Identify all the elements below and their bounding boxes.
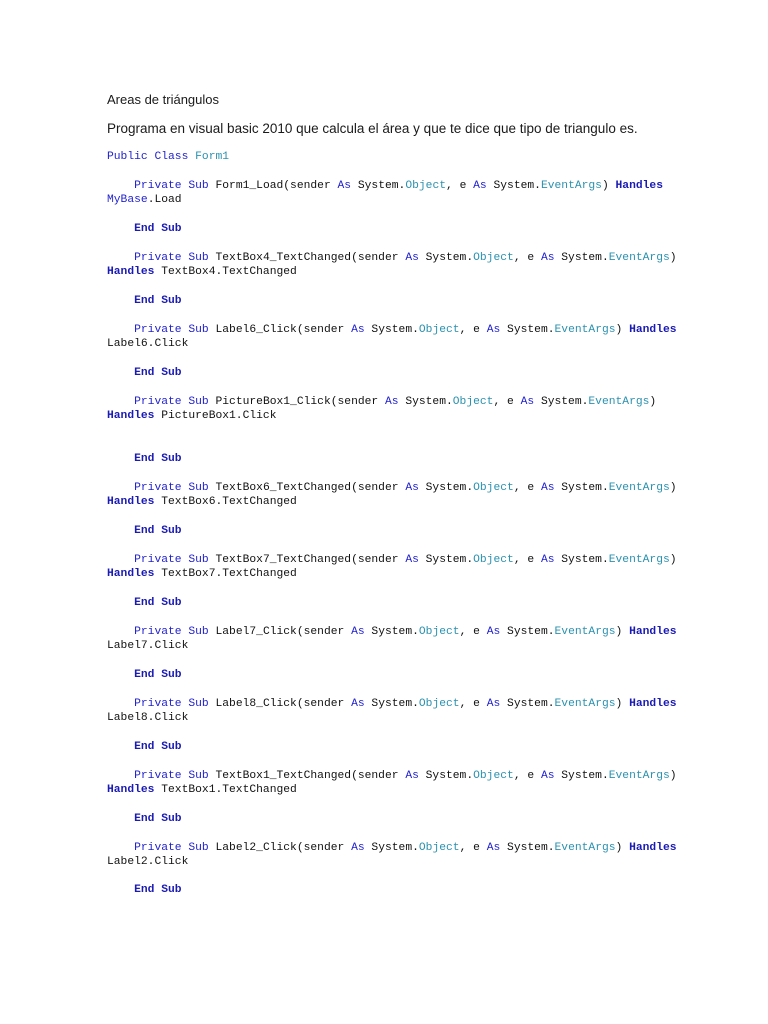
code-token: End: [134, 453, 162, 465]
code-token: [107, 525, 134, 537]
code-token: Handles: [107, 568, 162, 580]
code-token: Private: [134, 180, 189, 192]
code-token: System.: [561, 770, 609, 782]
code-token: [107, 223, 134, 235]
code-token: EventArgs: [554, 698, 616, 710]
code-token: System.: [540, 396, 589, 408]
code-token: [107, 482, 134, 494]
code-token: Handles: [629, 324, 677, 336]
code-token: Label6.Click: [107, 338, 189, 350]
document-title: Areas de triángulos: [107, 92, 220, 107]
code-token: ): [649, 396, 657, 408]
code-token: ): [615, 698, 630, 710]
code-token: ): [601, 180, 616, 192]
code-token: EventArgs: [608, 482, 670, 494]
code-token: Handles: [615, 180, 663, 192]
code-token: System.: [493, 180, 541, 192]
code-token: , e: [513, 252, 541, 264]
code-token: EventArgs: [554, 626, 616, 638]
code-token: As: [473, 180, 494, 192]
code-token: MyBase: [107, 194, 148, 206]
code-token: Private: [134, 324, 189, 336]
code-token: End: [134, 597, 162, 609]
code-token: End: [134, 813, 162, 825]
code-line: [107, 711, 188, 725]
code-line: [107, 740, 182, 754]
code-token: Private: [134, 554, 189, 566]
code-token: ): [615, 842, 630, 854]
code-token: Handles: [107, 496, 162, 508]
code-token: System.: [507, 842, 555, 854]
code-token: As: [405, 770, 426, 782]
code-token: System.: [425, 554, 474, 566]
code-token: Private: [134, 698, 189, 710]
code-token: As: [540, 770, 562, 782]
code-token: Label2_Click(sender: [215, 842, 352, 854]
code-token: EventArgs: [554, 324, 616, 336]
code-token: Private: [134, 252, 189, 264]
code-token: System.: [425, 252, 474, 264]
code-token: Sub: [188, 842, 216, 854]
code-token: System.: [405, 396, 453, 408]
code-token: Sub: [161, 669, 182, 681]
code-token: , e: [446, 180, 474, 192]
code-token: Sub: [188, 626, 216, 638]
code-line: [107, 395, 656, 409]
code-line: [107, 366, 182, 380]
code-token: Object: [418, 324, 460, 336]
code-token: End: [134, 741, 162, 753]
code-line: [107, 596, 182, 610]
code-token: System.: [371, 626, 419, 638]
code-token: Object: [405, 180, 447, 192]
code-line: [107, 409, 276, 423]
code-token: [107, 324, 134, 336]
code-token: System.: [371, 324, 419, 336]
code-token: Sub: [161, 223, 182, 235]
code-token: TextBox6_TextChanged(sender: [215, 482, 406, 494]
code-token: [107, 813, 134, 825]
code-line: [107, 495, 297, 509]
code-token: TextBox4.TextChanged: [161, 266, 297, 278]
code-token: Object: [418, 626, 460, 638]
document-intro: Programa en visual basic 2010 que calcula el área y que te dice que tipo de triangulo es.: [107, 121, 638, 136]
code-token: Object: [473, 252, 514, 264]
code-line: [107, 567, 297, 581]
code-line: [107, 452, 182, 466]
code-token: Sub: [161, 813, 182, 825]
code-token: As: [486, 626, 508, 638]
code-token: EventArgs: [608, 252, 670, 264]
code-token: Class: [154, 151, 196, 163]
code-token: As: [540, 554, 562, 566]
code-token: Handles: [629, 626, 677, 638]
code-token: , e: [513, 482, 541, 494]
code-token: Private: [134, 770, 189, 782]
code-line: [107, 481, 677, 495]
code-token: Label6_Click(sender: [215, 324, 352, 336]
code-token: As: [540, 482, 562, 494]
code-token: Label2.Click: [107, 856, 189, 868]
code-token: , e: [493, 396, 521, 408]
code-token: Object: [418, 842, 460, 854]
code-token: As: [540, 252, 562, 264]
code-token: Form1: [195, 151, 230, 163]
code-token: ): [615, 324, 630, 336]
code-token: TextBox1.TextChanged: [161, 784, 297, 796]
code-token: Object: [473, 770, 514, 782]
code-token: Object: [473, 554, 514, 566]
code-token: As: [384, 396, 406, 408]
code-token: Sub: [161, 884, 182, 896]
code-token: .Load: [147, 194, 182, 206]
code-token: End: [134, 525, 162, 537]
code-token: System.: [425, 482, 474, 494]
code-line: [107, 812, 182, 826]
code-line: [107, 524, 182, 538]
code-token: Sub: [161, 367, 182, 379]
code-token: Sub: [161, 453, 182, 465]
code-token: Label8_Click(sender: [215, 698, 352, 710]
code-token: As: [351, 626, 372, 638]
code-token: System.: [507, 324, 555, 336]
code-line: [107, 697, 677, 711]
code-token: , e: [513, 770, 541, 782]
code-token: Label8.Click: [107, 712, 189, 724]
code-line: [107, 265, 297, 279]
code-token: System.: [507, 626, 555, 638]
code-token: [107, 295, 134, 307]
code-token: Sub: [188, 324, 216, 336]
code-token: Object: [418, 698, 460, 710]
code-token: Handles: [629, 842, 677, 854]
code-token: As: [405, 252, 426, 264]
code-token: Sub: [188, 180, 216, 192]
code-token: System.: [371, 842, 419, 854]
code-token: As: [351, 324, 372, 336]
code-token: Handles: [107, 784, 162, 796]
code-token: Object: [473, 482, 514, 494]
code-token: Sub: [161, 295, 182, 307]
code-token: TextBox7.TextChanged: [161, 568, 297, 580]
code-token: Private: [134, 842, 189, 854]
code-token: [107, 770, 134, 782]
code-token: Sub: [188, 698, 216, 710]
code-token: Object: [452, 396, 494, 408]
code-token: EventArgs: [540, 180, 602, 192]
code-token: System.: [425, 770, 474, 782]
code-token: , e: [459, 698, 487, 710]
code-token: Label7.Click: [107, 640, 189, 652]
code-token: [107, 554, 134, 566]
code-line: [107, 783, 297, 797]
code-token: System.: [561, 252, 609, 264]
code-token: EventArgs: [588, 396, 650, 408]
code-token: , e: [459, 626, 487, 638]
code-token: ): [669, 554, 677, 566]
code-token: ): [669, 482, 677, 494]
code-token: As: [486, 324, 508, 336]
code-token: [107, 669, 134, 681]
code-token: [107, 252, 134, 264]
code-token: , e: [513, 554, 541, 566]
code-token: As: [337, 180, 358, 192]
code-token: Handles: [107, 410, 162, 422]
code-token: Sub: [188, 482, 216, 494]
code-token: ): [669, 252, 677, 264]
code-token: Private: [134, 482, 189, 494]
code-token: Sub: [188, 554, 216, 566]
code-line: [107, 193, 182, 207]
code-token: Sub: [161, 597, 182, 609]
code-token: Sub: [188, 396, 216, 408]
code-line: [107, 668, 182, 682]
code-token: System.: [561, 554, 609, 566]
code-token: Public: [107, 151, 155, 163]
code-line: [107, 222, 182, 236]
code-token: Private: [134, 626, 189, 638]
code-token: End: [134, 367, 162, 379]
code-token: TextBox4_TextChanged(sender: [215, 252, 406, 264]
code-token: Sub: [161, 525, 182, 537]
code-token: PictureBox1_Click(sender: [215, 396, 385, 408]
code-token: Handles: [107, 266, 162, 278]
code-token: As: [405, 554, 426, 566]
code-token: System.: [507, 698, 555, 710]
code-token: [107, 741, 134, 753]
code-token: End: [134, 884, 162, 896]
code-token: TextBox7_TextChanged(sender: [215, 554, 406, 566]
code-token: TextBox1_TextChanged(sender: [215, 770, 406, 782]
code-line: [107, 294, 182, 308]
code-token: [107, 884, 134, 896]
code-token: End: [134, 669, 162, 681]
code-token: ): [669, 770, 677, 782]
code-token: , e: [459, 842, 487, 854]
code-token: [107, 626, 134, 638]
code-token: System.: [371, 698, 419, 710]
code-token: Private: [134, 396, 189, 408]
code-token: Form1_Load(sender: [215, 180, 338, 192]
code-token: [107, 453, 134, 465]
code-line: [107, 553, 677, 567]
code-token: As: [351, 842, 372, 854]
code-token: [107, 367, 134, 379]
code-token: , e: [459, 324, 487, 336]
code-token: End: [134, 223, 162, 235]
code-token: As: [486, 698, 508, 710]
code-token: As: [486, 842, 508, 854]
code-token: [107, 842, 134, 854]
code-line: [107, 179, 663, 193]
code-token: Sub: [188, 252, 216, 264]
code-line: [107, 855, 188, 869]
code-token: PictureBox1.Click: [161, 410, 277, 422]
code-token: Handles: [629, 698, 677, 710]
code-line: [107, 841, 677, 855]
code-line: [107, 251, 677, 265]
code-line: [107, 337, 188, 351]
code-token: System.: [357, 180, 406, 192]
code-token: System.: [561, 482, 609, 494]
code-token: As: [520, 396, 541, 408]
code-line: [107, 323, 677, 337]
code-token: [107, 396, 134, 408]
code-token: Sub: [188, 770, 216, 782]
code-token: ): [615, 626, 630, 638]
code-token: End: [134, 295, 162, 307]
code-token: Sub: [161, 741, 182, 753]
code-token: EventArgs: [608, 770, 670, 782]
code-line: [107, 639, 188, 653]
code-line: [107, 625, 677, 639]
code-token: [107, 597, 134, 609]
code-token: EventArgs: [608, 554, 670, 566]
code-token: Label7_Click(sender: [215, 626, 352, 638]
code-line: [107, 769, 677, 783]
code-line: [107, 150, 229, 164]
code-token: [107, 698, 134, 710]
code-token: EventArgs: [554, 842, 616, 854]
code-token: TextBox6.TextChanged: [161, 496, 297, 508]
code-token: [107, 180, 134, 192]
code-token: As: [405, 482, 426, 494]
code-token: As: [351, 698, 372, 710]
code-line: [107, 883, 182, 897]
